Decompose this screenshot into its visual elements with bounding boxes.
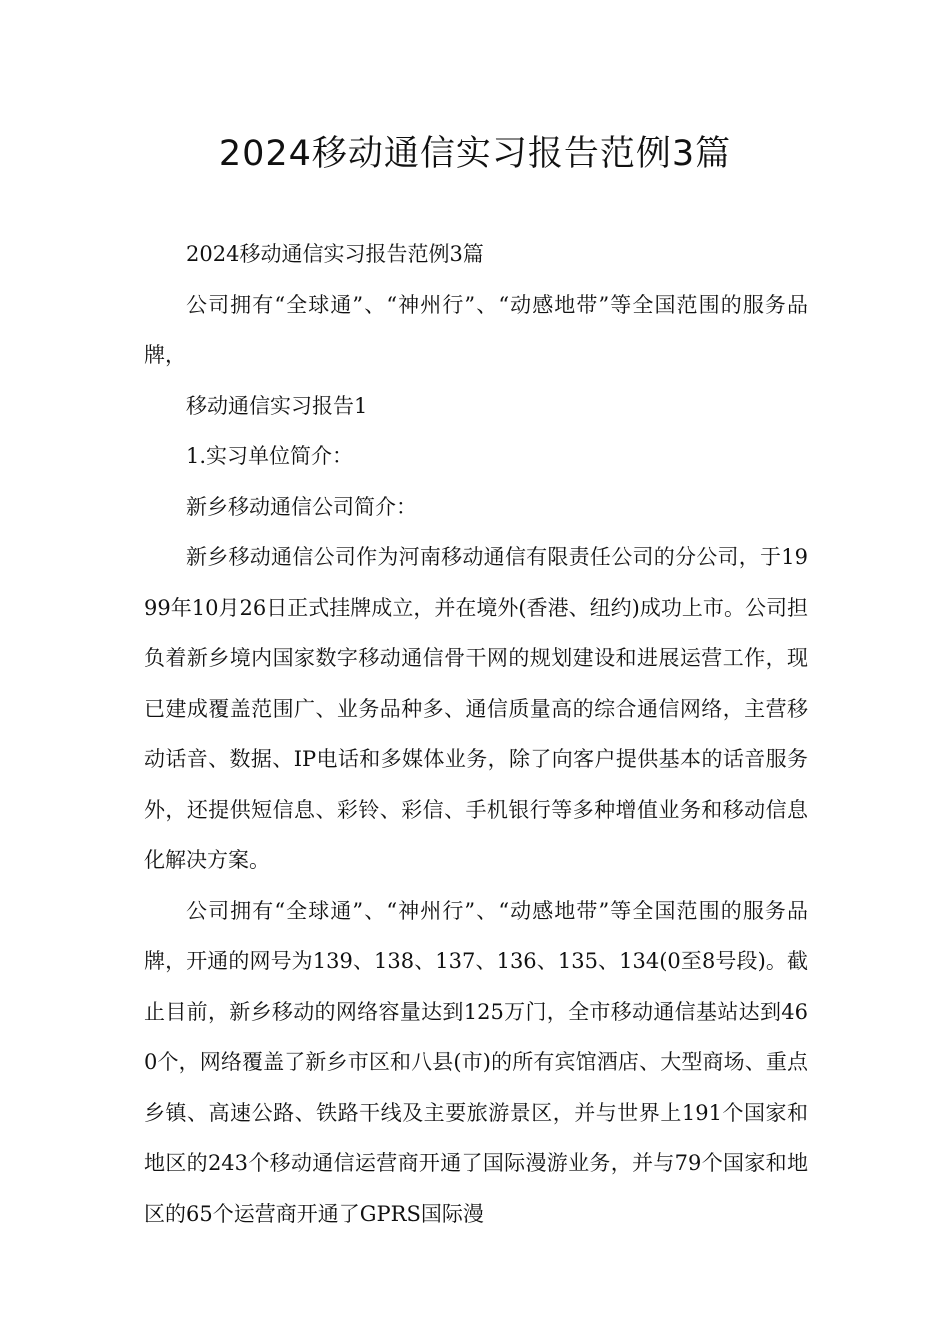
paragraph-report-heading: 移动通信实习报告1	[186, 393, 368, 418]
paragraph-brands-intro: 公司拥有“全球通”、“神州行”、“动感地带”等全国范围的服务品牌，	[144, 292, 808, 367]
document-title: 2024移动通信实习报告范例3篇	[218, 134, 732, 174]
paragraph-company-heading: 新乡移动通信公司简介：	[186, 494, 417, 519]
paragraph-section-heading: 1.实习单位简介：	[186, 444, 354, 468]
paragraph-company-network: 公司拥有“全球通”、“神州行”、“动感地带”等全国范围的服务品牌，开通的网号为139、138、137、136、135、134(0至8号段)。截止目前，新乡移动的网络容量达到125万门，全市移动通信基站达到460个，网络覆盖了新乡市区和八县(市)的所有宾馆酒店、大型商场、重点乡镇、高速公路、铁路干线及主要旅游景区，并与世界上191个国家和地区的243个移动通信运营商开通了国际漫游业务，并与79个国家和地区的65个运营商开通了GPRS国际漫	[144, 898, 808, 1226]
paragraph-subtitle: 2024移动通信实习报告范例3篇	[186, 242, 484, 266]
document-body	[144, 229, 808, 1239]
paragraph-company-intro: 新乡移动通信公司作为河南移动通信有限责任公司的分公司，于1999年10月26日正式挂牌成立，并在境外(香港、纽约)成功上市。公司担负着新乡境内国家数字移动通信骨干网的规划建设和进展运营工作，现已建成覆盖范围广、业务品种多、通信质量高的综合通信网络，主营移动话音、数据、IP电话和多媒体业务，除了向客户提供基本的话音服务外，还提供短信息、彩铃、彩信、手机银行等多种增值业务和移动信息化解决方案。	[144, 545, 808, 872]
